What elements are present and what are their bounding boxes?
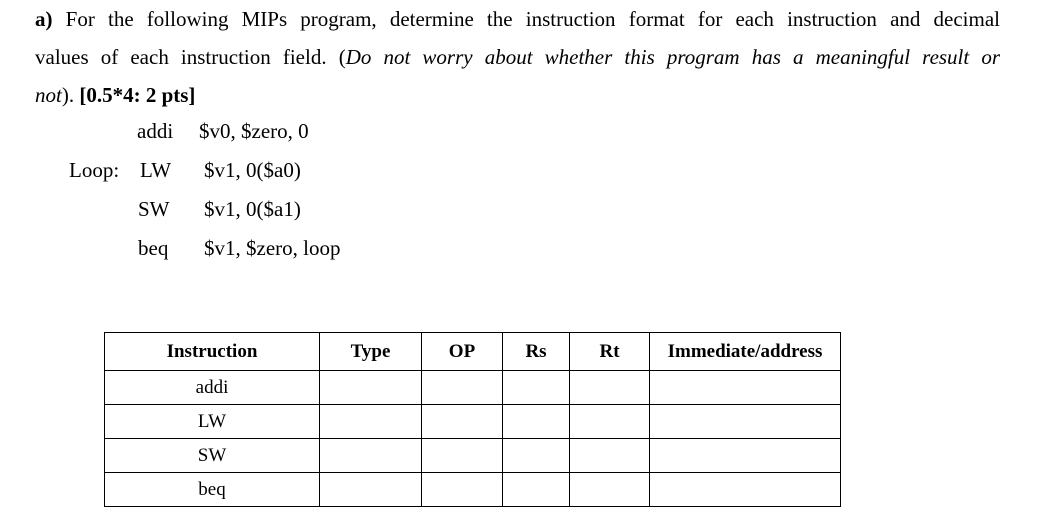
table-row xyxy=(105,405,841,439)
cell-rs[interactable] xyxy=(503,405,570,439)
cell-instruction: SW xyxy=(105,439,320,473)
cell-rt[interactable] xyxy=(570,473,650,507)
header-rt: Rt xyxy=(570,333,650,371)
program-op: LW xyxy=(140,158,172,182)
cell-immediate[interactable] xyxy=(650,473,841,507)
cell-immediate[interactable] xyxy=(650,405,841,439)
table-row xyxy=(105,439,841,473)
program-args: $v1, 0($a0) xyxy=(204,158,301,182)
cell-immediate[interactable] xyxy=(650,439,841,473)
question-line-3-italic: not xyxy=(35,83,62,107)
cell-type[interactable] xyxy=(320,371,422,405)
cell-type[interactable] xyxy=(320,473,422,507)
program-args: $v1, 0($a1) xyxy=(204,197,301,221)
header-instruction: Instruction xyxy=(105,333,320,371)
cell-rs[interactable] xyxy=(503,473,570,507)
header-type: Type xyxy=(320,333,422,371)
question-line-3-text: ). xyxy=(61,83,80,107)
cell-op[interactable] xyxy=(422,473,503,507)
cell-instruction: LW xyxy=(105,405,320,439)
cell-immediate[interactable] xyxy=(650,371,841,405)
points-label: [0.5*4: 2 pts] xyxy=(79,83,196,107)
header-immediate: Immediate/address xyxy=(650,333,841,371)
header-op: OP xyxy=(422,333,503,371)
question-line-2-text: values of each instruction field. ( xyxy=(35,45,346,69)
program-args: $v0, $zero, 0 xyxy=(199,119,309,143)
header-rs: Rs xyxy=(503,333,570,371)
cell-instruction: beq xyxy=(105,473,320,507)
part-label: a) xyxy=(35,7,53,31)
cell-rt[interactable] xyxy=(570,439,650,473)
cell-type[interactable] xyxy=(320,439,422,473)
cell-op[interactable] xyxy=(422,371,503,405)
cell-rs[interactable] xyxy=(503,371,570,405)
program-args: $v1, $zero, loop xyxy=(204,236,341,260)
cell-rt[interactable] xyxy=(570,371,650,405)
cell-rs[interactable] xyxy=(503,439,570,473)
table-row xyxy=(105,473,841,507)
cell-instruction: addi xyxy=(105,371,320,405)
program-op: beq xyxy=(138,236,169,260)
question-line-2-italic: Do not worry about whether this program has a meaningful result or xyxy=(345,45,1001,69)
program-op: addi xyxy=(137,119,174,143)
question-line-1-text: For the following MIPs program, determine the instruction format for each instruction and decimal xyxy=(65,7,1001,31)
cell-rt[interactable] xyxy=(570,405,650,439)
cell-op[interactable] xyxy=(422,405,503,439)
cell-type[interactable] xyxy=(320,405,422,439)
cell-op[interactable] xyxy=(422,439,503,473)
program-label: Loop: xyxy=(69,158,120,182)
table-row xyxy=(105,371,841,405)
table-header-row xyxy=(105,333,841,371)
program-op: SW xyxy=(138,197,170,221)
answer-table xyxy=(104,332,841,507)
